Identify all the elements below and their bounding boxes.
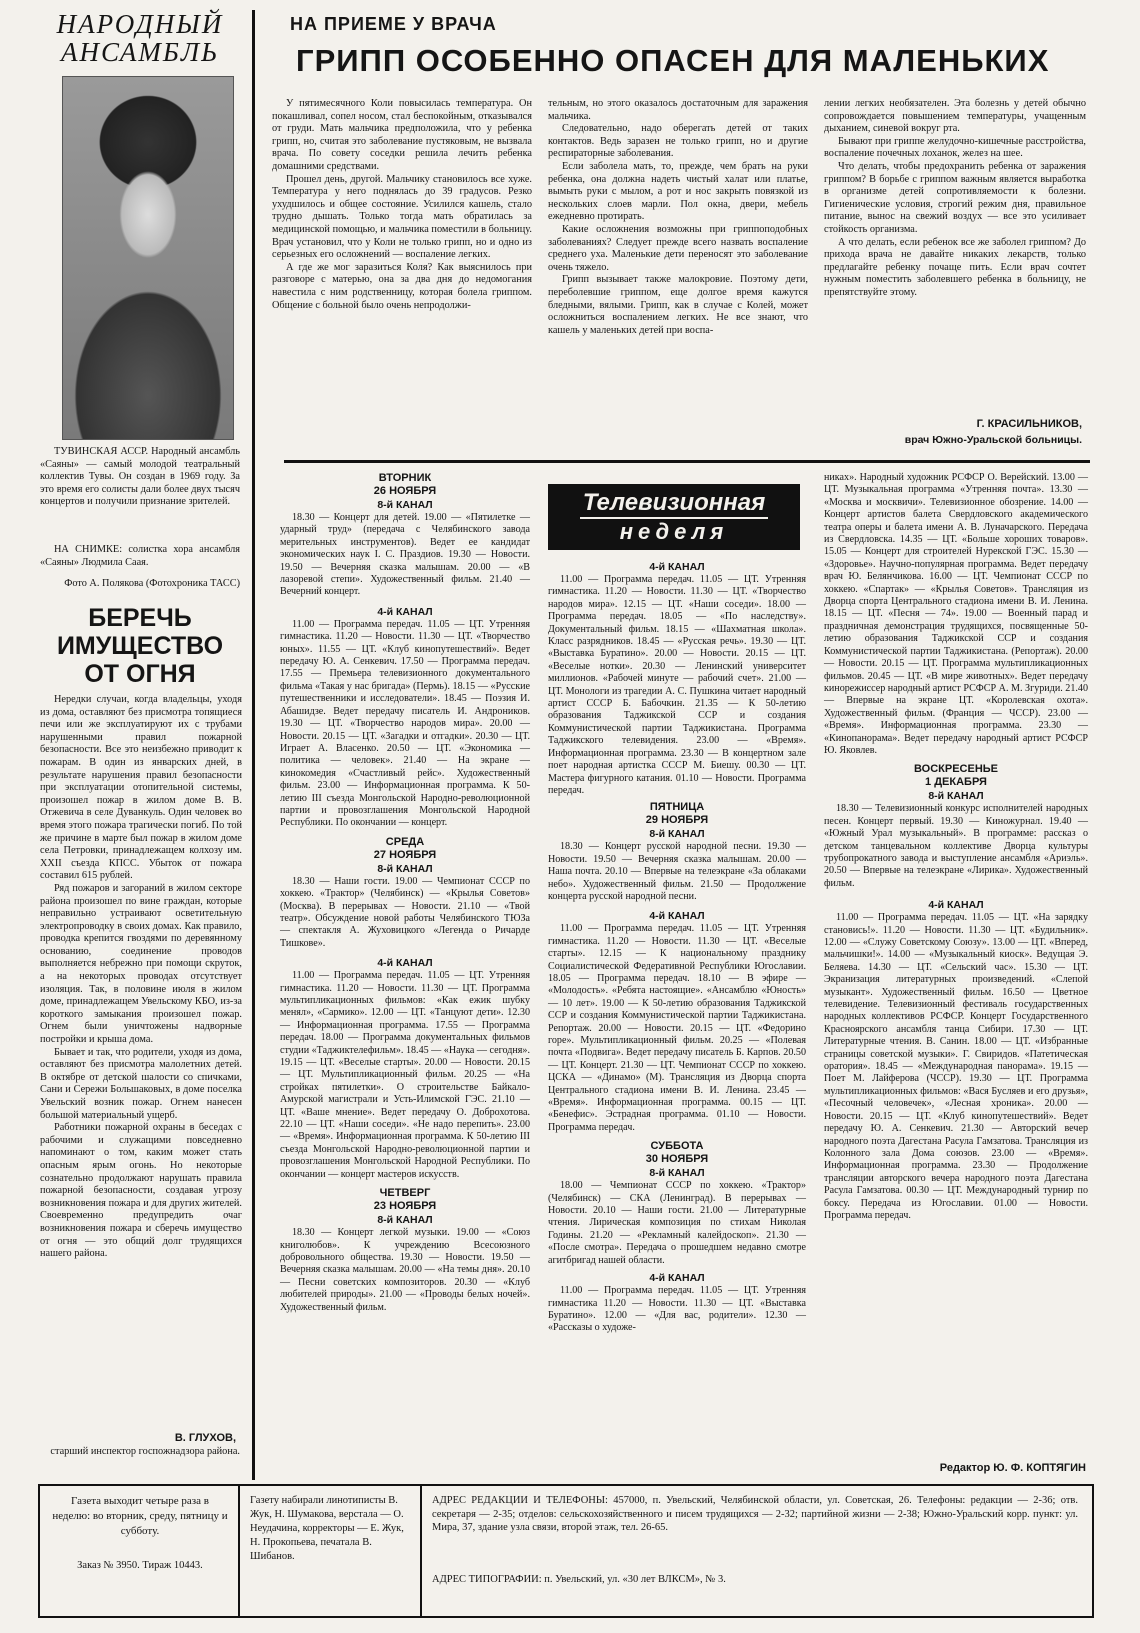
channel-heading: 8-й КАНАЛ [649, 828, 705, 841]
fire-author: В. ГЛУХОВ, [174, 1432, 236, 1444]
fire-article-body [40, 694, 242, 1261]
article-bottom-rule [284, 460, 1090, 463]
channel-heading: 4-й КАНАЛ [649, 561, 705, 573]
program-listing: 18.30 — Концерт для детей. 19.00 — «Пятилетке — ударный труд» (передача с Челябинского завода мерительных инструментов). Ведет ее кандидат экономических наук I. С. Праздиов. 19.30 — Новости. 19.50 — Вечерняя сказка малышам. 20.00 — «В лазоревой степи». Художественный фильм. 21.40 — Вечерний концерт. [280, 512, 530, 598]
fire-title-line-2: ИМУЩЕСТВО [56, 632, 224, 660]
program-listing: 11.00 — Программа передач. 11.05 — ЦТ. Утренняя гимнастика. 11.20 — Новости. 11.30 — ЦТ. Программа мультипликационных фильмов: «Как ежик шубку менял», «Сармико». 12.00 — ЦТ. «Танцуют дети». 12.30 — Информационная программа. 17.55 — Программа передач. 18.00 — Программа документальных фильмов студии «Таджиктелефильм». 18.45 — «Наука — сегодня». 19.15 — ЦТ. «Веселые старты». 20.00 — Новости. 20.15 — ЦТ. Мультипликационный фильм. 20.25 — «На стройках пятилетки». О строительстве Байкало-Амурской магистрали и Усть-Илимской ГЭС. 21.10 — ЦТ. «Ваше мнение». Ведет передачу О. Доброхотова. 22.10 — ЦТ. «Наши соседи». «Не надо перепить». 23.00 — «Время». Информационная программа. К 50-летию III съезда Монгольской Народно-революционной партии и провозглашения Монгольской Народной Республики. По окончании — концерт мастеров искусств. [280, 970, 531, 1180]
article-column-2 [548, 98, 808, 337]
channel-heading: 8-й КАНАЛ [649, 1167, 705, 1180]
article-column-1 [272, 98, 532, 312]
article-paragraph: лении легких необязателен. Эта болезнь у детей обычно сопровождается повышением температуры, учащенным дыханием, синевой вокруг рта. [824, 98, 1086, 135]
day-heading: СРЕДА [385, 835, 425, 848]
day-heading: 30 НОЯБРЯ [645, 1153, 709, 1166]
day-heading: 23 НОЯБРЯ [373, 1200, 437, 1213]
article-paragraph: Бывают при гриппе желудочно-кишечные расстройства, воспаление почечных лоханок, желез на шее. [824, 135, 1086, 160]
ensemble-title [40, 10, 240, 66]
singer-photo [62, 76, 234, 440]
photo-caption: ТУВИНСКАЯ АССР. Народный ансамбль «Саяны» — самый молодой театральный коллектив Тувы. Он создан в 1969 году. За это время его солисты дали более двух тысяч концертов и получили признание зрителей. [40, 446, 240, 508]
program-listing: 18.30 — Телевизионный конкурс исполнителей народных песен. Концерт первый. 19.30 — Киножурнал. 19.40 — «Южный Урал музыкальный». В программе: рассказ о детском танцевальном коллективе Дворца культуры трубопрокатного завода и выступление ансамбля «Ариэль». 20.50 — Впервые на телеэкране «Лирика». Художественный фильм. [824, 803, 1088, 889]
article-paragraph: А где же мог заразиться Коля? Как выяснилось при разговоре с матерью, она за два дня до недомогания навестила с ним родственницу, которая болела гриппом. Общение с больной было очень непродолжи- [272, 261, 532, 311]
photo-credit: Фото А. Полякова (Фотохроника ТАСС) [64, 578, 240, 589]
program-listing: 18.30 — Наши гости. 19.00 — Чемпионат СССР по хоккею. «Трактор» (Челябинск) — «Крылья Советов» (Москва). В перерывах — Новости. 21.10 — «Твой театр». Обсуждение новой работы Челябинского ТЮЗа — спектакля А. Жуховицкого «Легенда о Ричарде Тишкове». [280, 875, 530, 949]
fire-paragraph: Бывает и так, что родители, уходя из дома, оставляют без присмотра малолетних детей. В октябре от детской шалости со спичками, Сани и Сережи Большаковых, в доме поселка Увельский возник пожар. Огнем нанесен большой материальный ущерб. [40, 1046, 242, 1121]
article-paragraph: Прошел день, другой. Мальчику становилось все хуже. Температура у него поднялась до 39 градусов. Резко ухудшилось и общее состояние. Усилился кашель, стало трудно дышать. Только тогда мать обратилась за медицинской помощью, и мальчика поместили в больницу. Врач установил, что у Коли не только грипп, но и одно из серьезных его осложнений — воспаление легких. [272, 173, 532, 261]
tv-column-3 [824, 472, 1088, 1222]
footer-order: Заказ № 3950. Тираж 10443. [77, 1560, 203, 1571]
article-paragraph: тельным, но этого оказалось достаточным для заражения мальчика. [548, 98, 808, 122]
program-listing: 11.00 — Программа передач. 11.05 — ЦТ. Утренняя гимнастика 11.20 — Новости. 11.30 — ЦТ. «Выставка Буратино». 12.00 — «Для вас, родители». 12.30 — «Рассказы о художе- [548, 1285, 806, 1334]
article-paragraph: Если заболела мать, то, прежде, чем брать на руки ребенка, она должна надеть чистый халат или платье, вымыть руки с мылом, а рот и нос закрыть повязкой из нескольких слоев марли. Пол окна, двери, мебель ежедневно протирать. [548, 160, 808, 223]
fire-paragraph: Нередки случаи, когда владельцы, уходя из дома, оставляют без присмотра топящиеся печи или же эксплуатируют их с трубами нарушенными правил пожарной безопасности. Все это неизбежно приводит к пожарам. В один из январских дней, в результате нарушения правил безопасности при эксплуатации отопительной системы, произошел пожар в жилом доме В. В. Отжевича в селе Дуванкуль. Один человек во время этого пожара трагически погиб. По той же причине в марте был пожар в жилом доме села Петровки, принадлежащем колхозу им. XXII съезда КПСС. Убыток от пожара составил 615 рублей. [40, 694, 242, 882]
fire-author-title: старший инспектор госпожнадзора района. [50, 1446, 240, 1457]
tv-column-2 [548, 560, 806, 1335]
fire-title [40, 604, 240, 688]
program-listing: 18.30 — Концерт русской народной песни. 19.30 — Новости. 19.50 — Вечерняя сказка малышам. 20.00 — Наша почта. 20.10 — Впервые на телеэкране «За облаками небо». Художественный фильм. 21.50 — Продолжение концерта русской народной песни. [548, 841, 806, 902]
footer-divider-1 [238, 1486, 240, 1616]
fire-paragraph: Работники пожарной охраны в беседах с рабочими и служащими повседневно напоминают о том, каким может стать опасным ярым огонь. Но некоторые сознательно продолжают нарушать правила пожарной безопасности, создавая угрозу возникновения пожара и для других жителей. Своевременно предупредить очаг возникновения пожара и сберечь имущество от огня — это общий долг трудящихся нашего района. [40, 1122, 242, 1260]
program-listing: 18.00 — Чемпионат СССР по хоккею. «Трактор» (Челябинск) — СКА (Ленинград). В перерывах — Новости. 20.10 — Наши гости. 21.00 — Литературные чтения. Лирическая композиция по стихам Николая Годины. 21.20 — «Рекламный калейдоскоп». 21.30 — «После смотра». Передача о прошедшем недавно смотре агитбригад нашей области. [548, 1180, 806, 1266]
channel-heading: 8-й КАНАЛ [377, 499, 433, 511]
photo-note: НА СНИМКЕ: солистка хора ансамбля «Саяны» Людмила Саая. [40, 544, 240, 568]
day-heading: ЧЕТВЕРГ [379, 1187, 431, 1200]
day-heading: СУББОТА [650, 1140, 704, 1153]
fire-title-line-1: БЕРЕЧЬ [88, 604, 192, 632]
article-paragraph: Грипп вызывает также малокровие. Поэтому дети, переболевшие гриппом, еще долгое время кажутся бледными, вялыми. Грипп, как в случае с Колей, может осложниться воспалением легких. Не все знают, что кашель у маленьких детей при воспа- [548, 274, 808, 336]
article-paragraph: А что делать, если ребенок все же заболел гриппом? До прихода врача не давайте никаких лекарств, только предлагайте ребенку почаще пить. Если врач сочтет нужным поместить заболевшего ребенка в больницу, не препятствуйте этому. [824, 236, 1086, 298]
article-author: Г. КРАСИЛЬНИКОВ, [976, 418, 1082, 430]
tv-logo-top: Телевизионная [582, 489, 766, 516]
fire-title-line-3: ОТ ОГНЯ [84, 660, 196, 688]
article-paragraph: Что делать, чтобы предохранить ребенка от заражения гриппом? В борьбе с гриппом важным является выработка в организме детей сопротивляемости к болезни. Гигиенические условия, строгий режим дня, правильное питание, вынос на свежий воздух — все это усиливает стойкость организма. [824, 160, 1086, 235]
channel-heading: 4-й КАНАЛ [649, 910, 705, 923]
program-listing: 11.00 — Программа передач. 11.05 — ЦТ. «На зарядку становись!». 11.20 — Новости. 11.30 — ЦТ. «Будильник». 12.00 — «Служу Советскому Союзу». 13.00 — ЦТ. «Вперед, мальчишки!». 14.00 — «Музыкальный киоск». Ведущая Э. Беляева. 14.30 — ЦТ. «Сельский час». 15.30 — ЦТ. Экранизация литературных произведений. «Слепой музыкант». Художественный фильм. 16.50 — Цветное телевидение. Телевизионный фестиваль государственных народных коллективов РСФСР. Концерт Государственного Красноярского ансамбля танца Сибири. 17.30 — ЦТ. Литературные чтения. В. Санин. 18.00 — ЦТ. «Избранные страницы советской музыки». Г. Свиридов. «Патетическая оратория». 18.45 — «Международная панорама». 19.15 — Поет М. Лайферова (ЧССР). 19.30 — ЦТ. Программа мультипликационных фильмов: «Вася Бусляев и его друзья», «Песочный человечек», «Лесная хроника». 20.00 — Новости. 20.15 — ЦТ. «Клуб кинопутешествий». Ведет передачу Ю. А. Сенкевич. 21.30 — Авторский вечер народного поэта Дагестана Расула Гамзатова. Трансляция из Колонного зала Дома союзов. 23.00 — «Время». Информационная программа. 23.30 — Продолжение трансляции авторского вечера народного поэта Дагестана Расула Гамзатова. 00.30 — ЦТ. Международный турнир по боксу. Передача из Югославии. 01.00 — Новости. Программа передач. [824, 912, 1088, 1221]
fire-paragraph: Ряд пожаров и загораний в жилом секторе района произошел по вине граждан, которые неправильно устраивают осветительную электропроводку в своих домах. Как правило, проводка крепится гвоздями по деревянному основанию, соединение проводов выполняется небрежно при помощи скруток, а на некоторых проводах отсутствует изоляция. Так, в половине июля в жилом доме, принадлежащем Увельскому КБО, из-за короткого замыкания произошел пожар. Огнем были уничтожены надворные постройки и крыша дома. [40, 882, 242, 1046]
article-headline: ГРИПП ОСОБЕННО ОПАСЕН ДЛЯ МАЛЕНЬКИХ [296, 43, 1050, 78]
channel-heading: 4-й КАНАЛ [928, 899, 984, 912]
footer-schedule: Газета выходит четыре раза в неделю: во вторник, среду, пятницу и субботу. [52, 1495, 228, 1537]
footer-typesetters: Газету набирали линотиписты В. Жук, Н. Шумакова, верстала — О. Неудачина, корректоры — Е. Жук, Н. Прокопьева, печатала В. Шибанов. [250, 1495, 404, 1562]
article-column-3 [824, 98, 1086, 300]
channel-heading: 4-й КАНАЛ [377, 957, 433, 970]
day-heading: 29 НОЯБРЯ [645, 814, 709, 827]
channel-heading: 8-й КАНАЛ [377, 1214, 433, 1227]
channel-heading: 4-й КАНАЛ [649, 1272, 705, 1285]
program-listing: 11.00 — Программа передач. 11.05 — ЦТ. Утренняя гимнастика. 11.20 — Новости. 11.30 — ЦТ. «Творчество юных». 11.55 — ЦТ. «Клуб кинопутешествий». Ведет передачу Ю. А. Сенкевич. 17.50 — Программа передач. 17.55 — Премьера телевизионного документального фильма «Такая у нас бригада» (Пермь). 18.15 — «Русские путешественники и исследователи». 18.45 — Поэзия И. Абашидзе. Ведет передачу писатель И. Андроников. 19.30 — ЦТ. «Творчество народов мира». 20.00 — Новости. 20.15 — ЦТ. «Загадки и отгадки». 20.30 — ЦТ. Играет А. Власенко. 20.50 — ЦТ. «Экономика — политика — человек». 21.40 — На экране — кинокомедия «Счастливый рейс». Художественный фильм. 23.00 — Информационная программа. К 50-летию III съезда Монгольской Народно-революционной партии и провозглашения Монгольской Народной Республики. По окончании — концерт. [280, 618, 530, 829]
day-heading: ПЯТНИЦА [649, 801, 705, 814]
article-paragraph: Какие осложнения возможны при гриппоподобных заболеваниях? Следует прежде всего назвать воспаление среднего уха. Маленькие дети переносят это заболевание очень тяжело. [548, 223, 808, 273]
article-kicker: НА ПРИЕМЕ У ВРАЧА [290, 14, 497, 34]
program-listing: никах». Народный художник РСФСР О. Верейский. 13.00 — ЦТ. Музыкальная программа «Утренняя почта». 13.30 — «Москва и москвичи». Телевизионное обозрение. 14.00 — Концерт артистов балета Свердловского академического театра оперы и балета имени А. В. Луначарского. Передача из Свердловска. 14.35 — ЦТ. «Больше хороших товаров». 15.05 — Концерт для строителей Нурекской ГЭС. 15.30 — «Здоровье». Научно-популярная программа. Ведет передачу врач Ю. Белянчикова. 16.00 — ЦТ. Чемпионат СССР по хоккею. «Спартак» — «Крылья Советов». Трансляция из Дворца спорта Центрального стадиона имени В. И. Ленина. 18.15 — ЦТ. «Песня — 74». 19.00 — Военный парад и праздничная демонстрация трудящихся, посвященные 50-летию образования Таджикской ССР и создания Коммунистической партии Таджикистана. (Репортаж). 20.00 — Новости. 20.15 — ЦТ. Программа мультипликационных фильмов. 20.45 — ЦТ. «В мире животных». Ведет передачу кинорежиссер народный артист РСФСР А. М. Згуриди. 21.40 — Впервые на экране ЦТ. «Королевская охота». Художественный фильм. (Франция — ЧССР). 23.00 — «Время». Информационная программа. 23.30 — «Кинопанорама». Ведет передачу народный артист РСФСР Ю. Яковлев. [824, 472, 1088, 756]
day-heading: 1 ДЕКАБРЯ [925, 776, 987, 789]
tv-logo-bottom: неделя [580, 517, 769, 545]
day-heading: 26 НОЯБРЯ [373, 485, 437, 497]
channel-heading: 8-й КАНАЛ [377, 862, 433, 875]
left-column-rule [252, 10, 255, 1480]
day-heading: ВТОРНИК [378, 472, 432, 484]
channel-heading: 4-й КАНАЛ [377, 605, 433, 618]
program-listing: 18.30 — Концерт легкой музыки. 19.00 — «Союз книголюбов». К учреждению Всесоюзного добровольного общества. 19.30 — Новости. 19.50 — Вечерняя сказка малышам. 20.00 — «На темы дня». 20.10 — Песни советских композиторов. 20.30 — «Клуб любителей природы». 21.00 — «Проводы белых ночей». Художественный фильм. [280, 1227, 530, 1313]
ensemble-title-line-2: АНСАМБЛЬ [60, 37, 220, 67]
tv-column-1 [280, 472, 530, 1314]
program-listing: 11.00 — Программа передач. 11.05 — ЦТ. Утренняя гимнастика. 11.20 — Новости. 11.30 — ЦТ. «Веселые старты». 12.15 — К национальному празднику Социалистической Федеративной Республики Югославии. 18.05 — Программа передач. 18.10 — В эфире — «Молодость». «Ребята настоящие». «Ансамблю «Юность» — 10 лет». 19.00 — К 50-летию образования Таджикской ССР и создания Коммунистической партии Таджикистана. Репортаж. 20.00 — Новости. 20.15 — ЦТ. «Федорино горе». Мультипликационный фильм. 20.25 — «Полевая почта «Подвига». Ведет передачу писатель Б. Карпов. 20.50 — ЦТ. Концерт. 21.30 — ЦТ. Чемпионат СССР по хоккею. ЦСКА — «Динамо» (М). Трансляция из Дворца спорта Центрального стадиона имени В. И. Ленина. 23.45 — «Время». Информационная программа. 00.15 — ЦТ. «Бенефис». Эстрадная программа. 01.10 — Новости. Программа передач. [548, 923, 806, 1133]
article-author-title: врач Южно-Уральской больницы. [904, 434, 1082, 446]
footer-address: АДРЕС РЕДАКЦИИ И ТЕЛЕФОНЫ: 457000, п. Увельский, Челябинской области, ул. Советская, 26. Телефоны: редакции — 2-36; отв. секретаря — 2-35; отделов: сельскохозяйственного и писем трудящихся — 2-32; партийной жизни — 2-38; Южно-Уральский корр. пункт: ул. Мира, 37, здание узла связи, второй этаж, тел. 26-65. [432, 1495, 1078, 1533]
article-paragraph: Следовательно, надо оберегать детей от таких контактов. Ведь заразен не только грипп, но и другие респираторные заболевания. [548, 123, 808, 160]
footer-divider-2 [420, 1486, 422, 1616]
ensemble-title-line-1: НАРОДНЫЙ [56, 9, 224, 39]
footer-print-address: АДРЕС ТИПОГРАФИИ: п. Увельский, ул. «30 лет ВЛКСМ», № 3. [432, 1574, 726, 1585]
tv-week-logo [548, 484, 800, 550]
article-paragraph: У пятимесячного Коли повысилась температура. Он покашливал, сопел носом, стал беспокойным, отказывался от груди. Мать мальчика предположила, что у ребенка грипп, но, считая это заболевание пустяковым, не вызвала врача. По совету соседки решила лечить ребенка домашними средствами. [272, 98, 532, 172]
program-listing: 11.00 — Программа передач. 11.05 — ЦТ. Утренняя гимнастика. 11.20 — Новости. 11.30 — ЦТ. «Творчество народов мира». 12.15 — ЦТ. «Наши соседи». 18.00 — Программа передач. 18.05 — «По наследству». Документальный фильм. 18.15 — «Шахматная школа». Класс разрядников. 18.45 — «Русская речь». 19.30 — ЦТ. «Выставка Буратино». 20.00 — Новости. 20.15 — ЦТ. «Веселые нотки». 20.30 — Ленинский университет миллионов. «Рабочей минуте — рабочий счет». 21.00 — ЦТ. Монологи из трагедии А. С. Пушкина читает народный артист СССР Б. Бабочкин. 21.35 — К 50-летию образования Таджикской ССР и создания Коммунистической партии Таджикистана. Программа Таджикского телевидения. 23.00 — «Время». Информационная программа. 23.30 — В концертном зале поет народная артистка СССР М. Биешу. 00.30 — ЦТ. Мастера фигурного катания. 01.10 — Новости. Программа передач. [548, 574, 806, 796]
day-heading: 27 НОЯБРЯ [373, 848, 437, 861]
day-heading: ВОСКРЕСЕНЬЕ [913, 763, 999, 776]
editor-signature: Редактор Ю. Ф. КОПТЯГИН [939, 1462, 1086, 1474]
channel-heading: 8-й КАНАЛ [928, 790, 984, 803]
